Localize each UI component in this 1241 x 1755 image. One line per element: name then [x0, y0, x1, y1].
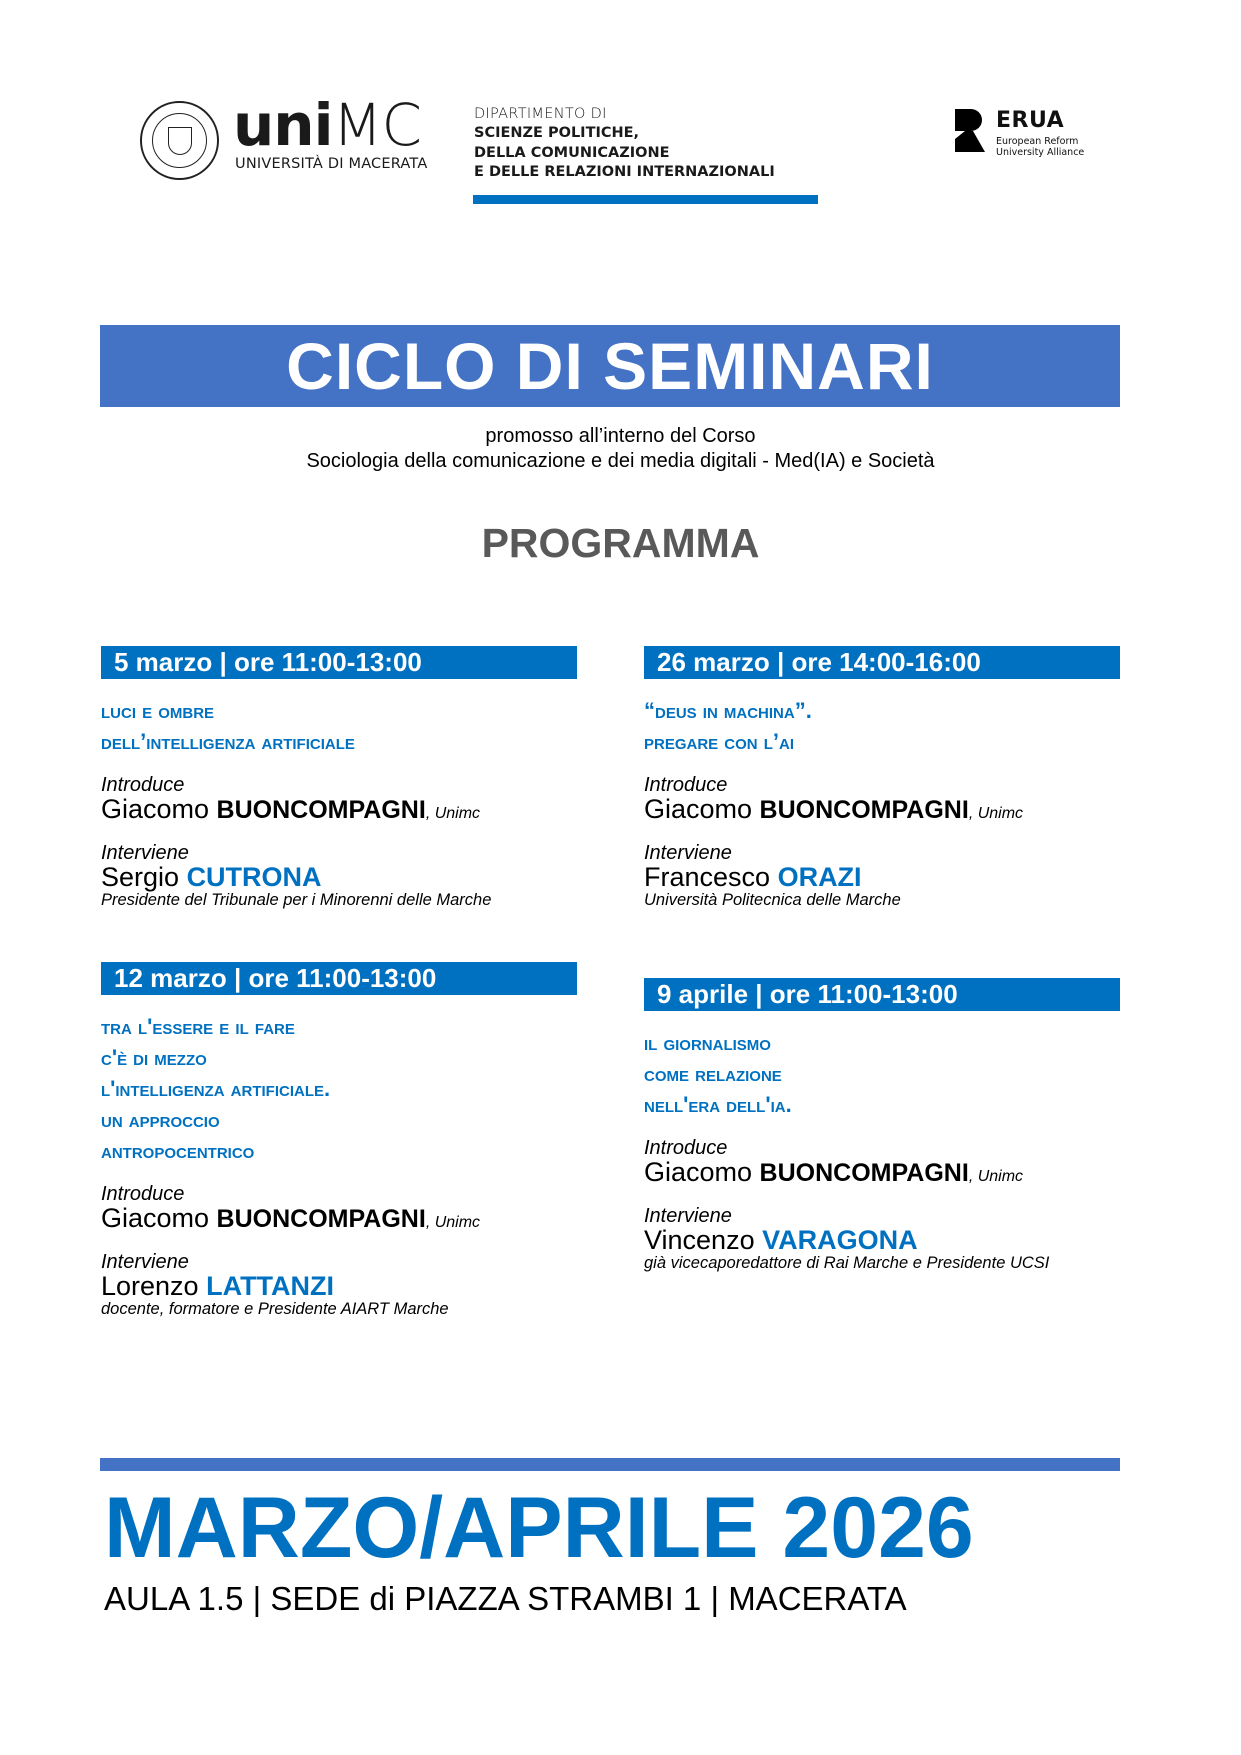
seminar-title: luci e ombre dell’intelligenza artificiale	[101, 698, 355, 754]
intro-label: Introduce	[644, 1137, 728, 1159]
seminar-title: tra l'essere e il fare c'è di mezzo l'intelligenza artificiale. un approccio antropocentrico	[101, 1014, 331, 1163]
speaker-label: Interviene	[644, 842, 732, 864]
section-heading: PROGRAMMA	[481, 520, 760, 566]
seminar-date: 5 marzo | ore 11:00-13:00	[101, 646, 577, 679]
speaker-description: Presidente del Tribunale per i Minorenni delle Marche	[101, 891, 492, 909]
university-seal-icon	[140, 101, 219, 180]
erua-subtitle: European Reform University Alliance	[996, 136, 1085, 158]
speaker-label: Interviene	[101, 1251, 189, 1273]
erua-logo-icon	[955, 109, 985, 152]
intro-person: Giacomo BUONCOMPAGNI, Unimc	[644, 1157, 1024, 1187]
intro-person: Giacomo BUONCOMPAGNI, Unimc	[644, 794, 1024, 824]
erua-title: ERUA	[996, 108, 1065, 133]
speaker-person: Vincenzo VARAGONA	[644, 1225, 918, 1255]
intro-label: Introduce	[101, 1183, 185, 1205]
footer-divider	[100, 1458, 1120, 1471]
seminar-card	[101, 646, 577, 910]
speaker-person: Francesco ORAZI	[644, 862, 862, 892]
seminar-card	[101, 962, 577, 1319]
speaker-label: Interviene	[101, 842, 189, 864]
intro-person: Giacomo BUONCOMPAGNI, Unimc	[101, 794, 481, 824]
page-title: CICLO DI SEMINARI	[286, 329, 934, 403]
speaker-person: Lorenzo LATTANZI	[101, 1271, 335, 1301]
speaker-description: già vicecaporedattore di Rai Marche e Presidente UCSI	[644, 1254, 1050, 1272]
speaker-label: Interviene	[644, 1205, 732, 1227]
speaker-description: docente, formatore e Presidente AIART Marche	[101, 1300, 449, 1318]
seminar-card	[644, 646, 1120, 910]
department-name: DIPARTIMENTO DI SCIENZE POLITICHE, DELLA COMUNICAZIONE E DELLE RELAZIONI INTERNAZIONALI	[474, 106, 775, 180]
seminar-date: 9 aprile | ore 11:00-13:00	[644, 978, 1120, 1011]
seminar-date: 12 marzo | ore 11:00-13:00	[101, 962, 577, 995]
promo-line-1: promosso all’interno del Corso	[485, 425, 756, 447]
intro-label: Introduce	[101, 774, 185, 796]
event-period: MARZO/APRILE 2026	[104, 1480, 974, 1576]
speaker-person: Sergio CUTRONA	[101, 862, 322, 892]
promo-line-2: Sociologia della comunicazione e dei media digitali - Med(IA) e Società	[306, 450, 935, 472]
title-banner	[100, 325, 1120, 407]
intro-person: Giacomo BUONCOMPAGNI, Unimc	[101, 1203, 481, 1233]
seminar-card	[644, 978, 1120, 1273]
event-venue: AULA 1.5 | SEDE di PIAZZA STRAMBI 1 | MACERATA	[104, 1580, 907, 1617]
seminar-title: il giornalismo come relazione nell'era dell'ia.	[644, 1030, 792, 1117]
unimc-logo: uniMC	[233, 91, 422, 159]
university-name: UNIVERSITÀ DI MACERATA	[235, 156, 428, 172]
seminar-date: 26 marzo | ore 14:00-16:00	[644, 646, 1120, 679]
department-underline	[473, 195, 818, 204]
seminar-title: “deus in machina”. pregare con l’ai	[644, 698, 812, 754]
intro-label: Introduce	[644, 774, 728, 796]
speaker-description: Università Politecnica delle Marche	[644, 891, 901, 909]
